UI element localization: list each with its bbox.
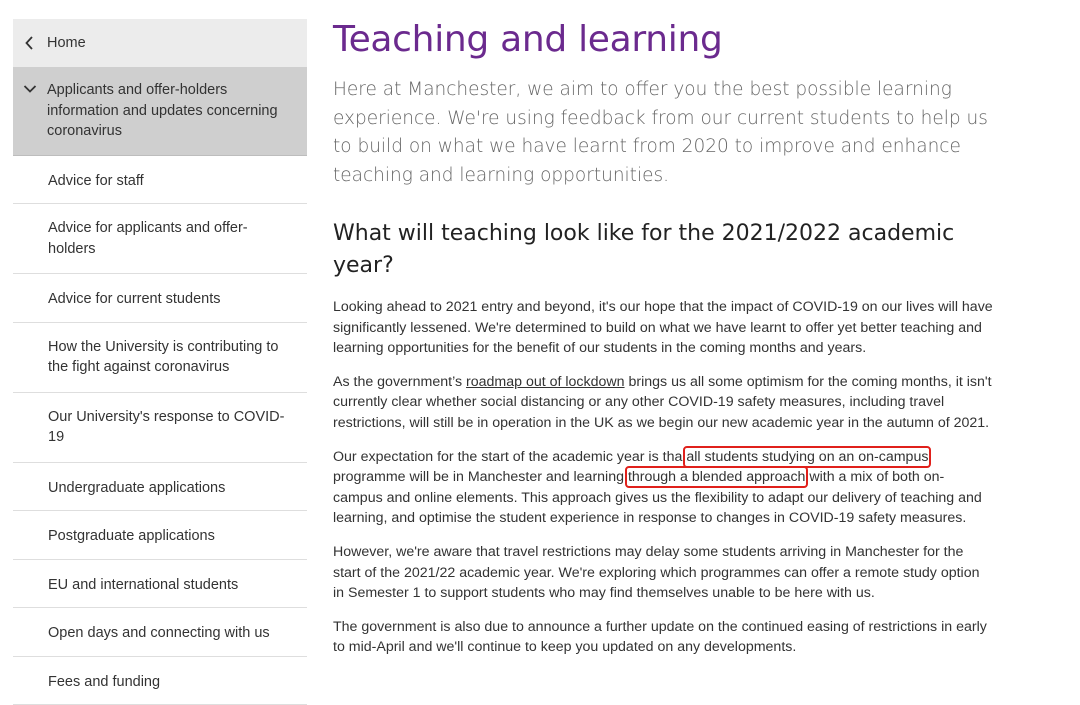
sidebar-item-advice-current-students[interactable]: Advice for current students <box>13 274 307 323</box>
paragraph-outlook: Looking ahead to 2021 entry and beyond, it's our hope that the impact of COVID-19 on our lives will have significantly lessened. We're determined to build on what we have learnt to offer yet better teaching and learning opportunities for the benefit of our students in the coming months and years. <box>333 297 993 359</box>
paragraph-text: programme will be in Manchester and learning <box>333 469 628 485</box>
sidebar-item-fees-funding[interactable]: Fees and funding <box>13 657 307 705</box>
page-title: Teaching and learning <box>333 15 993 65</box>
paragraph-text: As the government’s <box>333 374 466 390</box>
paragraph-government <box>333 372 993 434</box>
sidebar-item-open-days[interactable]: Open days and connecting with us <box>13 608 307 657</box>
highlight-blended-approach: through a blended approach <box>628 469 806 485</box>
paragraph-expectation <box>333 447 993 529</box>
paragraph-government-update: The government is also due to announce a further update on the continued easing of restrictions in early to mid-April and we'll continue to keep you updated on any developments. <box>333 617 993 658</box>
section-heading: What will teaching look like for the 2021/2022 academic year? <box>333 218 993 282</box>
highlight-on-campus: all students studying on an on-campus <box>686 449 928 465</box>
chevron-left-icon <box>13 36 47 50</box>
sidebar-item-applicants-coronavirus[interactable] <box>13 67 307 156</box>
sidebar-item-advice-applicants[interactable]: Advice for applicants and offer-holders <box>13 204 307 274</box>
paragraph-text: Our expectation for the start of the academic year is tha <box>333 449 682 465</box>
chevron-down-icon <box>13 80 47 142</box>
sidebar-item-eu-international[interactable]: EU and international students <box>13 560 307 609</box>
sidebar-item-university-contributing[interactable]: How the University is contributing to the fight against coronavirus <box>13 323 307 393</box>
intro-paragraph: Here at Manchester, we aim to offer you the best possible learning experience. We're using feedback from our current students to help us to build on what we have learnt from 2020 to improve and enhance teaching and learning opportunities. <box>333 76 993 190</box>
roadmap-link[interactable]: roadmap out of lockdown <box>466 374 625 390</box>
sidebar-item-advice-staff[interactable]: Advice for staff <box>13 156 307 205</box>
paragraph-travel-restrictions: However, we're aware that travel restrictions may delay some students arriving in Manchester for the start of the 2021/22 academic year. We're exploring which programmes can offer a remote study option in Semester 1 to support students who may find themselves unable to be here with us. <box>333 542 993 604</box>
paragraph-text: brings us all some optimism for the coming months, it isn't currently clear whether social distancing or any other COVID-19 safety measures, including travel restrictions, will still be in operation in the UK as we begin our new academic year in the autumn of 2021. <box>333 374 992 431</box>
sidebar-item-label: Applicants and offer-holders information and updates concerning coronavirus <box>47 80 295 142</box>
sidebar-item-home[interactable] <box>13 19 307 67</box>
main-content <box>333 15 993 658</box>
paragraph-text: with a mix of both on-campus and online elements. This approach gives us the flexibility to adapt our delivery of teaching and learning, and optimise the student experience in response to changes in COVID-19 safety measures. <box>333 469 982 526</box>
sidebar-item-postgraduate[interactable]: Postgraduate applications <box>13 511 307 560</box>
sidebar-item-undergraduate[interactable]: Undergraduate applications <box>13 463 307 512</box>
sidebar-item-label: Home <box>47 35 86 51</box>
sidebar-item-university-response[interactable]: Our University's response to COVID-19 <box>13 393 307 463</box>
sidebar-nav <box>13 19 307 705</box>
sidebar-sub-list <box>13 156 307 705</box>
